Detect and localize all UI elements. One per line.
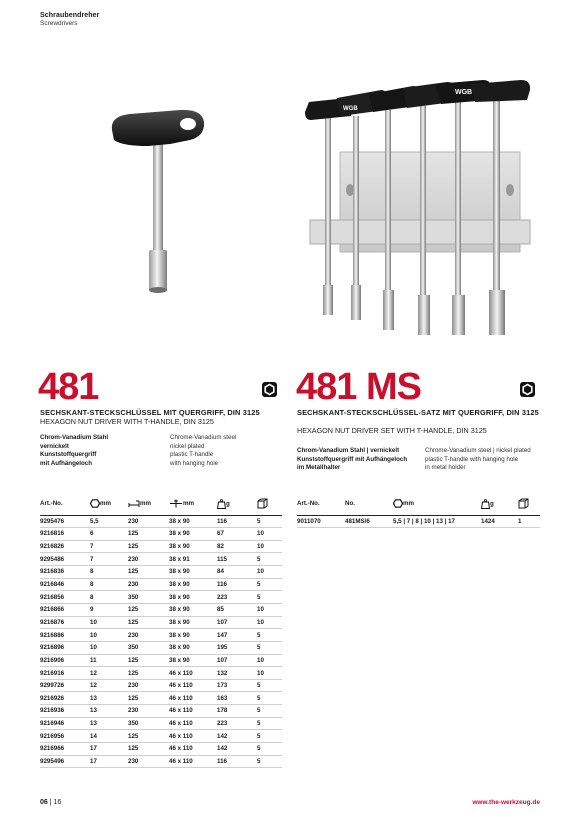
hex-symbol-icon [262,382,277,397]
table-cell: 38 x 90 [169,528,217,541]
table-cell: 5,5 | 7 | 8 | 10 | 13 | 17 [393,515,481,528]
table-cell: 9216956 [40,730,90,743]
col-package [257,493,282,515]
table-cell: 115 [217,553,257,566]
set-brand-label-2: WGB [455,89,473,96]
table-cell: 38 x 90 [169,629,217,642]
table-cell: 10 [257,566,282,579]
table-cell: 10 [257,654,282,667]
table-cell: 173 [217,679,257,692]
table-cell: 5 [257,717,282,730]
length-icon [128,499,140,508]
hex-symbol-icon-2 [520,382,535,397]
table-cell: 82 [217,540,257,553]
table-cell: 5 [257,730,282,743]
table-body-481 [40,515,282,768]
table-cell: 46 x 110 [169,743,217,756]
table-cell: 5,5 [90,515,128,528]
table-cell: 17 [90,755,128,768]
table-cell: 85 [217,603,257,616]
spec-list-de: Chrom-Vanadium Stahl vernickelt Kunststoffquergriff mit Aufhängeloch [40,434,109,468]
table-cell: 230 [128,679,169,692]
table-cell: 5 [257,553,282,566]
table-row [40,578,282,591]
table-cell: 9216836 [40,566,90,579]
table-cell: 142 [217,730,257,743]
category-de: Schraubendreher [40,12,100,19]
product-number-481: 481 [38,366,99,408]
product-title-en-set: HEXAGON NUT DRIVER SET WITH T-HANDLE, DIN 3125 [297,426,487,435]
table-cell: 5 [257,641,282,654]
table-cell: 9216916 [40,667,90,680]
table-cell: 6 [90,528,128,541]
table-cell: 9216866 [40,603,90,616]
table-cell: 116 [217,515,257,528]
hex-size-icon [90,499,100,508]
table-cell: 142 [217,743,257,756]
col-length: mm [128,493,169,515]
package-icon [257,498,268,509]
table-cell: 350 [128,591,169,604]
table-cell: 125 [128,540,169,553]
table-cell: 46 x 110 [169,692,217,705]
table-cell: 230 [128,578,169,591]
table-cell: 125 [128,654,169,667]
spec-list-en-set: Chrome-Vanadium steel | nickel plated plastic T-handle with hanging hole in metal holder [425,447,531,472]
table-cell: 10 [90,641,128,654]
table-cell: 12 [90,667,128,680]
table-cell: 481MS/6 [345,515,393,528]
product-image-set [295,80,535,345]
table-cell: 38 x 90 [169,578,217,591]
table-cell: 9216906 [40,654,90,667]
spec-list-en: Chrome-Vanadium steel nickel plated plastic T-handle with hanging hole [170,434,237,468]
table-cell: 17 [90,743,128,756]
table-cell: 132 [217,667,257,680]
product-title-de-set: SECHSKANT-STECKSCHLÜSSEL-SATZ MIT QUERGRIFF, DIN 3125 [297,408,539,417]
col-no-set: No. [345,493,393,515]
table-cell: 9295496 [40,755,90,768]
weight-icon-set [481,499,490,509]
table-cell: 125 [128,730,169,743]
table-cell: 38 x 90 [169,616,217,629]
table-row [40,692,282,705]
table-cell: 5 [257,755,282,768]
table-cell: 14 [90,730,128,743]
table-row [40,705,282,718]
table-row [40,654,282,667]
table-cell: 9216896 [40,641,90,654]
table-cell: 38 x 90 [169,641,217,654]
table-row [40,603,282,616]
table-cell: 10 [257,603,282,616]
table-cell: 9216886 [40,629,90,642]
table-row [40,679,282,692]
spec-list-de-set: Chrom-Vanadium Stahl | vernickelt Kunststoffquergriff mit Aufhängeloch im Metallhalter [297,447,408,472]
table-cell: 10 [257,540,282,553]
table-cell: 5 [257,679,282,692]
table-cell: 230 [128,755,169,768]
table-cell: 116 [217,755,257,768]
table-cell: 38 x 90 [169,603,217,616]
table-cell: 125 [128,692,169,705]
table-cell: 195 [217,641,257,654]
table-cell: 12 [90,679,128,692]
table-cell: 46 x 110 [169,730,217,743]
product-table-481 [40,493,282,768]
table-cell: 46 x 110 [169,667,217,680]
table-cell: 107 [217,616,257,629]
weight-icon [217,499,226,509]
table-row [40,730,282,743]
product-image-single [100,100,220,300]
table-cell: 9295486 [40,553,90,566]
page-number: 06 | 16 [40,799,62,806]
table-cell: 10 [257,667,282,680]
table-cell: 125 [128,566,169,579]
table-cell: 7 [90,553,128,566]
table-cell: 9011070 [297,515,345,528]
table-cell: 10 [257,528,282,541]
table-cell: 9216966 [40,743,90,756]
table-cell: 350 [128,717,169,730]
table-row [40,515,282,528]
table-cell: 107 [217,654,257,667]
table-cell: 178 [217,705,257,718]
table-cell: 13 [90,692,128,705]
table-cell: 125 [128,667,169,680]
table-cell: 38 x 91 [169,553,217,566]
table-cell: 46 x 110 [169,755,217,768]
table-cell: 8 [90,591,128,604]
table-cell: 9216876 [40,616,90,629]
table-cell: 163 [217,692,257,705]
col-size-set: mm [393,493,481,515]
page-header [40,12,99,27]
table-row [40,717,282,730]
table-cell: 13 [90,717,128,730]
table-body-481ms [297,515,540,528]
table-row [40,553,282,566]
table-cell: 5 [257,705,282,718]
table-cell: 230 [128,553,169,566]
table-cell: 11 [90,654,128,667]
table-row [40,629,282,642]
table-cell: 8 [90,578,128,591]
table-row [40,667,282,680]
table-cell: 9 [90,603,128,616]
table-cell: 46 x 110 [169,705,217,718]
table-cell: 38 x 90 [169,515,217,528]
table-cell: 9295476 [40,515,90,528]
col-weight-set: g [481,493,518,515]
table-cell: 5 [257,591,282,604]
table-cell: 125 [128,743,169,756]
table-cell: 9299726 [40,679,90,692]
set-brand-label: WGB [343,106,358,112]
table-cell: 1 [518,515,540,528]
table-row [40,591,282,604]
table-cell: 9216926 [40,692,90,705]
table-cell: 9216936 [40,705,90,718]
table-cell: 46 x 110 [169,717,217,730]
col-weight: g [217,493,257,515]
table-cell: 116 [217,578,257,591]
table-cell: 5 [257,578,282,591]
product-number-481ms: 481 MS [296,366,421,408]
table-cell: 230 [128,515,169,528]
table-cell: 5 [257,515,282,528]
table-row [40,540,282,553]
table-cell: 350 [128,641,169,654]
col-art-no: Art.-No. [40,493,90,515]
table-cell: 230 [128,629,169,642]
table-cell: 5 [257,743,282,756]
table-row [297,515,540,528]
table-row [40,755,282,768]
table-row [40,566,282,579]
table-cell: 46 x 110 [169,679,217,692]
table-cell: 13 [90,705,128,718]
table-cell: 9216826 [40,540,90,553]
table-cell: 125 [128,528,169,541]
table-row [40,641,282,654]
table-row [40,743,282,756]
table-row [40,528,282,541]
table-cell: 5 [257,692,282,705]
table-cell: 125 [128,603,169,616]
table-cell: 1424 [481,515,518,528]
table-cell: 67 [217,528,257,541]
table-cell: 10 [257,616,282,629]
table-cell: 9216856 [40,591,90,604]
package-icon-set [518,498,529,509]
table-cell: 38 x 90 [169,540,217,553]
table-cell: 125 [128,616,169,629]
col-package-set [518,493,540,515]
product-title-en: HEXAGON NUT DRIVER WITH T-HANDLE, DIN 3125 [40,417,214,426]
table-cell: 9216946 [40,717,90,730]
table-cell: 230 [128,705,169,718]
table-cell: 84 [217,566,257,579]
table-cell: 147 [217,629,257,642]
table-cell: 8 [90,566,128,579]
table-cell: 10 [90,616,128,629]
col-handle: mm [169,493,217,515]
table-cell: 223 [217,591,257,604]
col-art-no-set: Art.-No. [297,493,345,515]
product-title-de: SECHSKANT-STECKSCHLÜSSEL MIT QUERGRIFF, DIN 3125 [40,408,260,417]
hex-size-icon-set [393,499,403,508]
table-cell: 38 x 90 [169,591,217,604]
table-row [40,616,282,629]
table-cell: 9216846 [40,578,90,591]
table-cell: 7 [90,540,128,553]
table-cell: 9216816 [40,528,90,541]
table-cell: 38 x 90 [169,654,217,667]
category-en: Screwdrivers [40,20,78,27]
table-cell: 223 [217,717,257,730]
product-table-481ms [297,493,540,528]
table-cell: 38 x 90 [169,566,217,579]
table-cell: 10 [90,629,128,642]
handle-size-icon [169,499,183,508]
footer-url[interactable]: www.the-werkzeug.de [472,799,540,806]
col-size-hex: mm [90,493,128,515]
table-cell: 5 [257,629,282,642]
